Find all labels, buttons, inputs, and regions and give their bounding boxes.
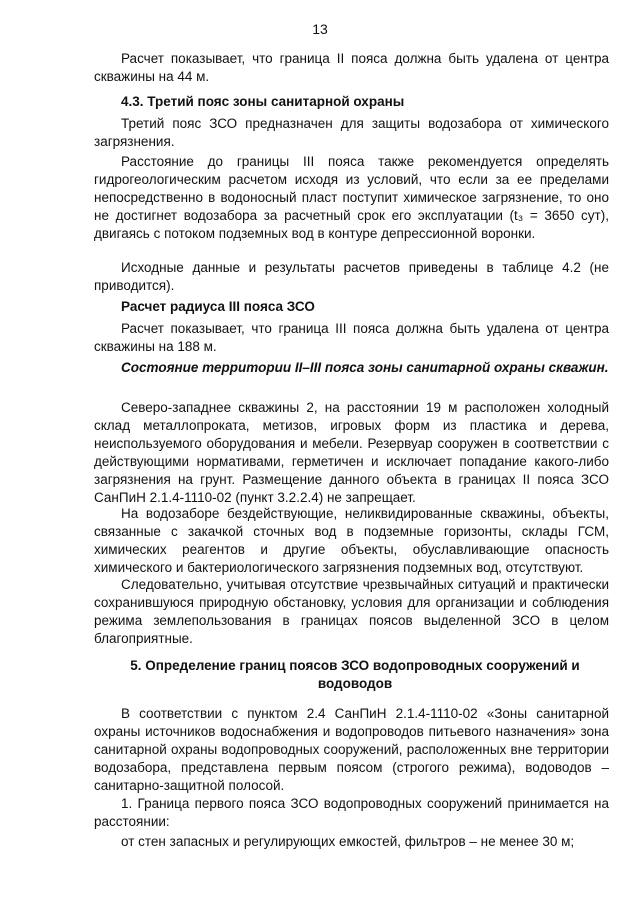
paragraph-no-hazards: На водозаборе бездействующие, неликвидированные скважины, объекты, связанные с закачкой сточных вод в подземные горизонты, склады ГСМ, химических реагентов и другие объекты, обуславливающие опасность химического и бактериологического загрязнения подземных вод, отсутствуют.	[94, 506, 609, 575]
paragraph-zone3-distance: Расстояние до границы III пояса также рекомендуется определять гидрогеологическим расчетом исходя из условий, что если за ее пределами непосредственно в водоносный пласт поступит химическое загрязнение, то оно не достигнет водозабора за расчетный срок его эксплуатации (t₃ = 3650 сут), двигаясь с потоком подземных вод в контуре депрессионной воронки.	[94, 154, 609, 241]
page-number: 13	[312, 21, 328, 37]
paragraph-zone3-purpose: Третий пояс ЗСО предназначен для защиты водозабора от химического загрязнения.	[94, 116, 609, 149]
paragraph-zone1-boundary: 1. Граница первого пояса ЗСО водопроводных сооружений принимается на расстоянии:	[94, 796, 609, 829]
subheading-zone3-radius: Расчет радиуса III пояса ЗСО	[121, 299, 315, 314]
paragraph-zone2-result: Расчет показывает, что граница II пояса должна быть удалена от центра скважины на 44 м.	[94, 51, 609, 84]
paragraph-sanpin-2-4: В соответствии с пунктом 2.4 СанПиН 2.1.4-1110-02 «Зоны санитарной охраны источников водоснабжения и водопроводов питьевого назначения» зона санитарной охраны водопроводных сооружений, расположенных вне территории водозабора, представлена первым поясом (строгого режима), водоводов – санитарно-защитной полосой.	[94, 706, 609, 793]
paragraph-source-data: Исходные данные и результаты расчетов приведены в таблице 4.2 (не приводится).	[94, 260, 609, 293]
paragraph-tanks-distance: от стен запасных и регулирующих емкостей, фильтров – не менее 30 м;	[121, 834, 575, 849]
section-heading-4-3: 4.3. Третий пояс зоны санитарной охраны	[121, 94, 405, 109]
section-heading-5: 5. Определение границ поясов ЗСО водопроводных сооружений и водоводов	[130, 658, 580, 691]
subheading-territory-state: Состояние территории II–III пояса зоны санитарной охраны скважин.	[121, 360, 609, 375]
paragraph-zone3-result: Расчет показывает, что граница III пояса должна быть удалена от центра скважины на 188 м.	[94, 321, 609, 354]
paragraph-conclusion: Следовательно, учитывая отсутствие чрезвычайных ситуаций и практически сохранившуюся природную обстановку, условия для организации и соблюдения режима землепользования в границах поясов выделенной ЗСО в целом благоприятные.	[94, 577, 609, 646]
paragraph-warehouse: Северо-западнее скважины 2, на расстоянии 19 м расположен холодный склад металлопроката, метизов, игровых форм из пластика и дерева, неиспользуемого оборудования и мебели. Резервуар сооружен в соответствии с действующими нормативами, герметичен и исключает попадание какого-либо загрязнения на грунт. Размещение данного объекта в границах II пояса ЗСО СанПиН 2.1.4-1110-02 (пункт 3.2.2.4) не запрещает.	[94, 400, 609, 505]
